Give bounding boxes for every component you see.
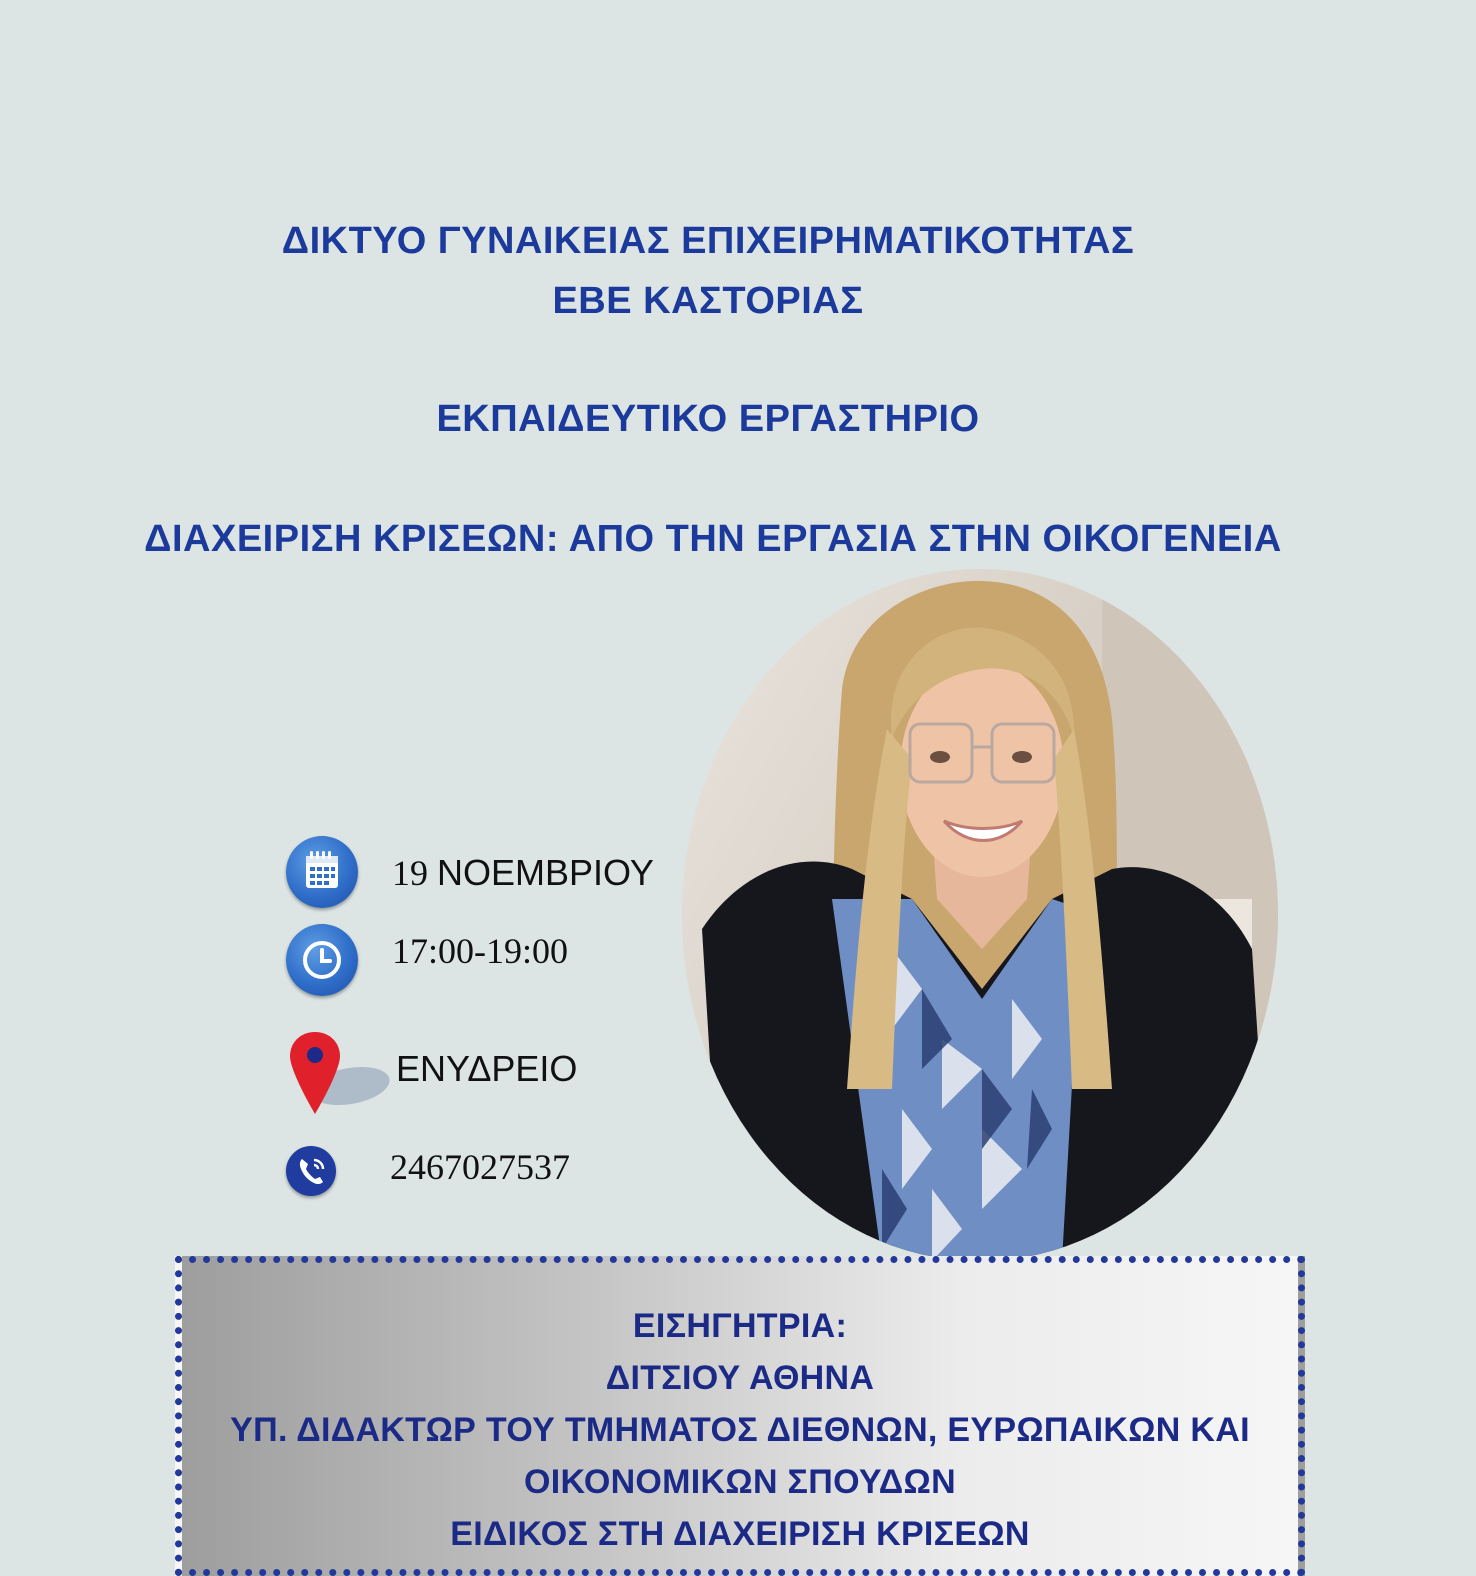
speaker-title-line2: ΟΙΚΟΝΟΜΙΚΩΝ ΣΠΟΥΔΩΝ [524, 1463, 956, 1501]
speaker-label: ΕΙΣΗΓΗΤΡΙΑ: [632, 1307, 848, 1345]
speaker-box [175, 1256, 1305, 1576]
phone-icon [286, 1146, 336, 1196]
speaker-title-line1: ΥΠ. ΔΙΔΑΚΤΩΡ ΤΟΥ ΤΜΗΜΑΤΟΣ ΔΙΕΘΝΩΝ, ΕΥΡΩΠΑΙΚΩΝ ΚΑΙ [230, 1411, 1250, 1449]
workshop-title: ΔΙΑΧΕΙΡΙΣΗ ΚΡΙΣΕΩΝ: ΑΠΟ ΤΗΝ ΕΡΓΑΣΙΑ ΣΤΗΝ ΟΙΚΟΓΕΝΕΙΑ [144, 518, 1282, 560]
speaker-title-line3: ΕΙΔΙΚΟΣ ΣΤΗ ΔΙΑΧΕΙΡΙΣΗ ΚΡΙΣΕΩΝ [450, 1515, 1030, 1553]
event-date-text: 19 ΝΟΕΜΒΡΙΟΥ [392, 852, 654, 893]
workshop-label: ΕΚΠΑΙΔΕΥΤΙΚΟ ΕΡΓΑΣΤΗΡΙΟ [436, 398, 980, 440]
event-time: 17:00-19:00 [392, 931, 568, 971]
event-location: ΕΝΥΔΡΕΙΟ [396, 1048, 578, 1089]
contact-phone: 2467027537 [390, 1147, 570, 1187]
event-date [392, 852, 654, 894]
speaker-photo [682, 569, 1278, 1261]
chamber-name: ΕΒΕ ΚΑΣΤΟΡΙΑΣ [552, 280, 864, 322]
map-pin-icon [284, 1030, 394, 1118]
network-title: ΔΙΚΤΥΟ ΓΥΝΑΙΚΕΙΑΣ ΕΠΙΧΕΙΡΗΜΑΤΙΚΟΤΗΤΑΣ [281, 220, 1135, 262]
speaker-name: ΔΙΤΣΙΟΥ ΑΘΗΝΑ [605, 1359, 875, 1397]
clock-icon [286, 924, 358, 996]
calendar-icon [286, 836, 358, 908]
